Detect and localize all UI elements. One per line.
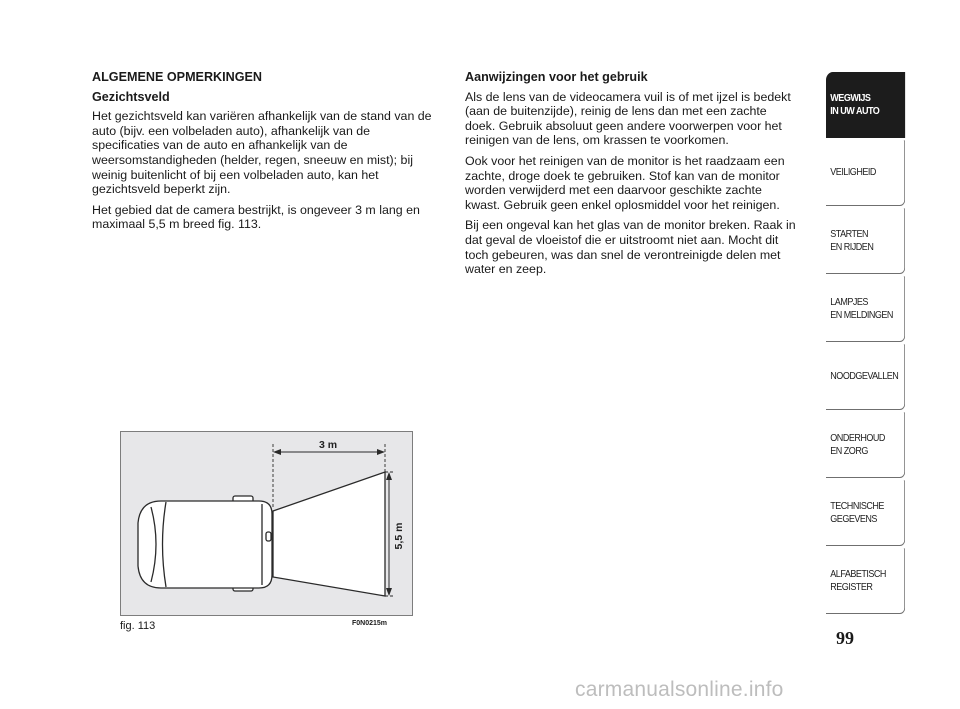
tab-label: IN UW AUTO — [830, 105, 880, 117]
tab-label: GEGEVENS — [830, 512, 877, 525]
camera-coverage-figure — [120, 431, 413, 616]
tab-label: EN RIJDEN — [830, 240, 874, 253]
figure-caption: fig. 113 — [120, 620, 156, 632]
section-heading: ALGEMENE OPMERKINGEN — [92, 70, 263, 84]
tab-label: LAMPJES — [830, 295, 868, 308]
field-of-view-area — [273, 472, 385, 596]
tab-alfabetisch[interactable] — [826, 548, 905, 614]
tab-label: WEGWIJS — [830, 92, 871, 104]
page-number: 99 — [836, 628, 854, 648]
right-column — [465, 70, 800, 283]
tab-starten[interactable] — [826, 208, 905, 274]
width-label: 5,5 m — [393, 522, 405, 550]
van-illustration — [138, 496, 272, 591]
subsection-heading: Gezichtsveld — [92, 89, 170, 104]
tab-label: EN ZORG — [830, 444, 868, 457]
paragraph: Bij een ongeval kan het glas van de monitor breken. Raak in dat geval de vloeistof die er uitstroomt niet aan. Mocht dit toch gebeuren, was dan snel de verontreinigde delen met water en zeep. — [465, 218, 796, 277]
paragraph: Ook voor het reinigen van de monitor is het raadzaam een zachte, droge doek te gebruiken. Stof kan van de monitor worden verwijderd met een daarvoor geschikte zachte kwast. Gebruik geen enkel oplosmiddel voor het reinigen. — [465, 153, 785, 212]
tab-label: VEILIGHEID — [830, 166, 876, 178]
tab-noodgevallen[interactable] — [826, 344, 905, 410]
paragraph: Het gezichtsveld kan variëren afhankelijk van de stand van de auto (bijv. een volbeladen auto), afhankelijk van de specificaties van de auto en afhankelijk van de weersomstandigheden (helder, regen, sneeuw en mist); bij weinig buitenlicht of bij een volbeladen auto, kan het gezichtsveld beperkt zijn. — [92, 109, 432, 197]
tab-label: TECHNISCHE — [830, 499, 884, 512]
tab-label: ONDERHOUD — [830, 431, 885, 444]
tab-label: NOODGEVALLEN — [830, 370, 899, 382]
watermark: carmanualsonline.info — [575, 678, 784, 701]
tab-label: ALFABETISCH — [830, 567, 886, 580]
camera-coverage-diagram — [121, 432, 414, 617]
tab-technische[interactable] — [826, 480, 905, 546]
tab-wegwijs[interactable] — [826, 72, 905, 138]
figure-code: F0N0215m — [352, 620, 388, 627]
length-label: 3 m — [318, 439, 338, 451]
tab-label: STARTEN — [830, 227, 869, 240]
paragraph: Het gebied dat de camera bestrijkt, is ongeveer 3 m lang en maximaal 5,5 m breed fig. 113. — [92, 202, 420, 232]
section-heading: Aanwijzingen voor het gebruik — [465, 70, 648, 84]
paragraph: Als de lens van de videocamera vuil is of met ijzel is bedekt (aan de buitenzijde), reinig de lens dan met een zachte doek. Gebruik absoluut geen andere voorwerpen voor het reinigen van de lens, om krassen te voorkomen. — [465, 89, 791, 148]
tab-label: REGISTER — [830, 580, 873, 593]
tab-onderhoud[interactable] — [826, 412, 905, 478]
tab-lampjes[interactable] — [826, 276, 905, 342]
left-column — [92, 70, 437, 238]
tab-label: EN MELDINGEN — [830, 308, 893, 321]
tab-veiligheid[interactable] — [826, 140, 905, 206]
